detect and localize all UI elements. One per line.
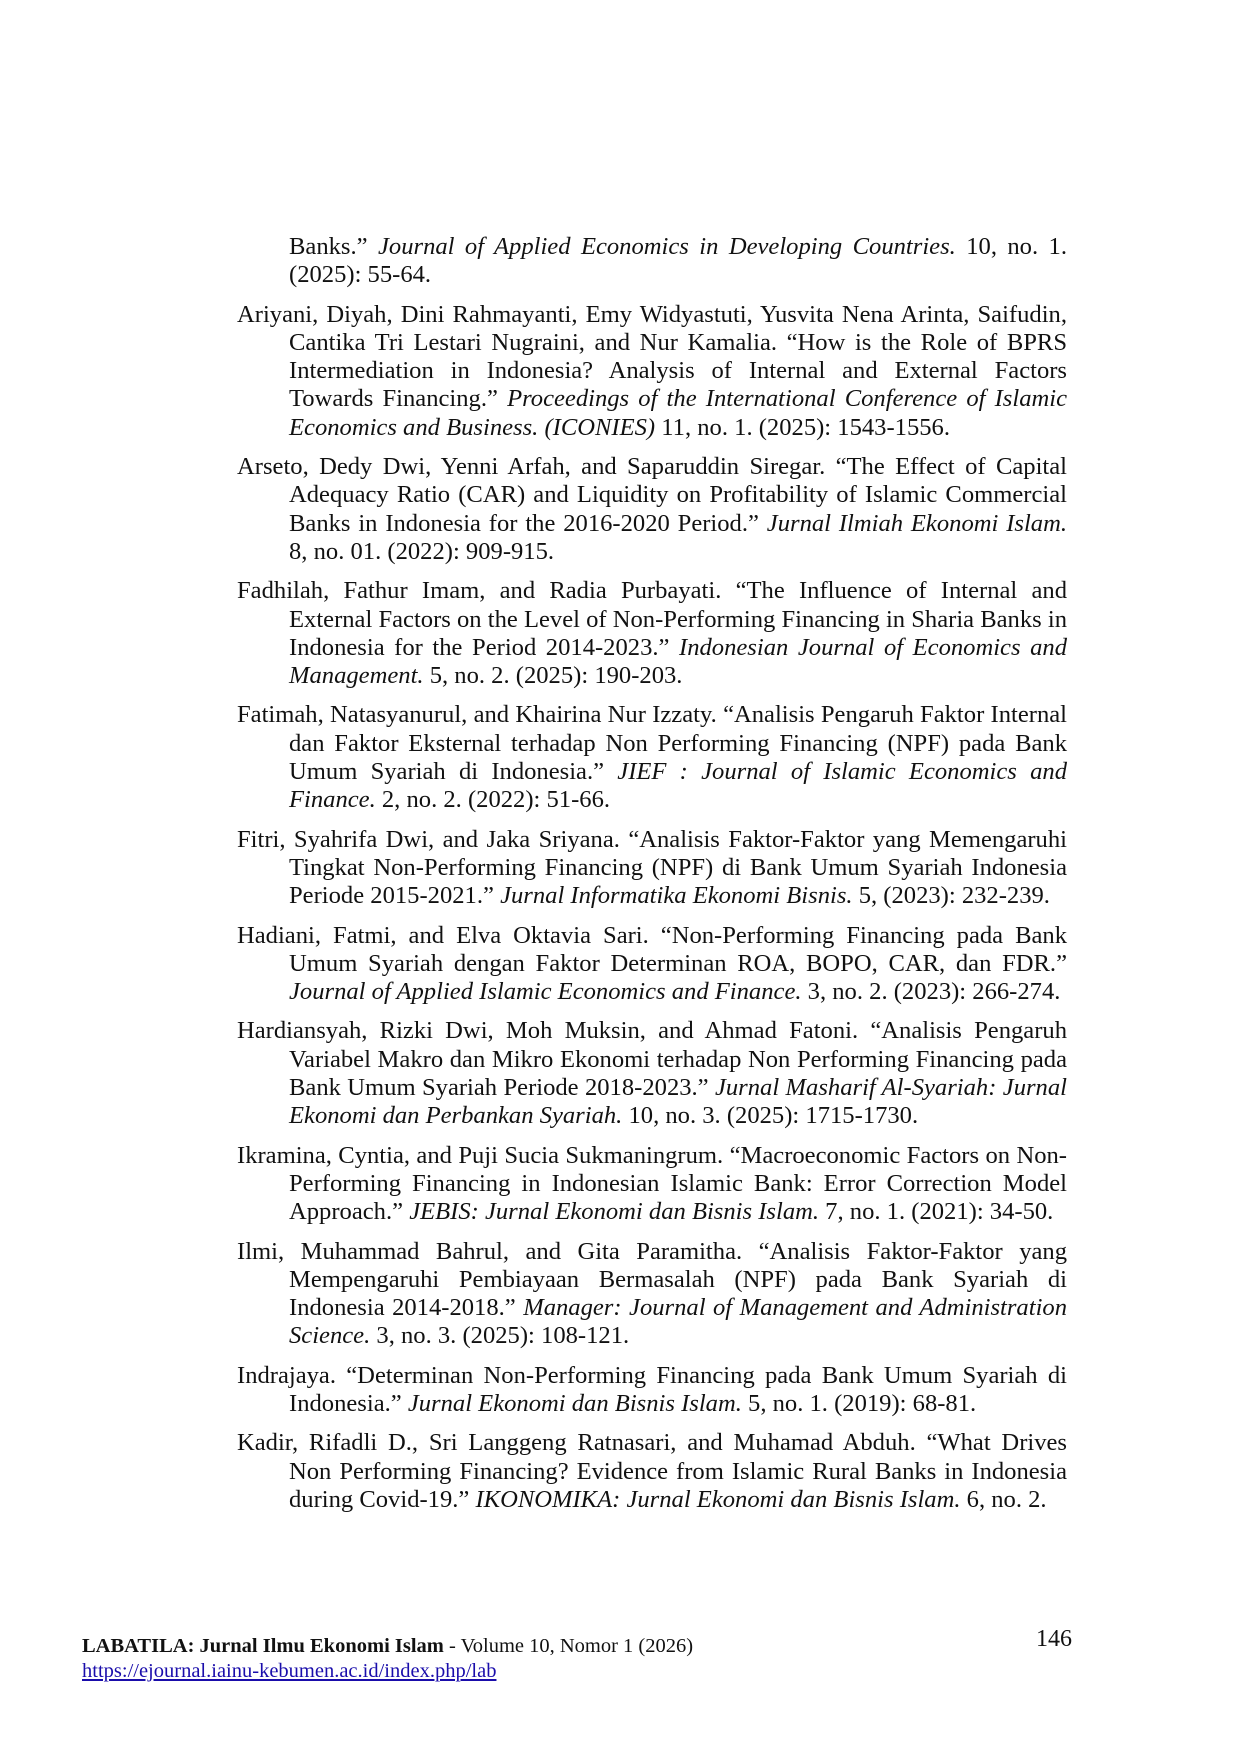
reference-details: 3, no. 2. (2023): 266-274. bbox=[801, 978, 1061, 1006]
reference-entry bbox=[237, 826, 1067, 911]
reference-text: Kadir, Rifadli D., Sri Langgeng Ratnasari, and Muhamad Abduh. “What Drives Non Performing Financing? Evidence from Islamic Rural Banks in Indonesia during Covid-19.” bbox=[237, 1429, 1067, 1513]
reference-details: 5, no. 1. (2019): 68-81. bbox=[741, 1389, 977, 1417]
reference-entry bbox=[237, 922, 1067, 1007]
reference-entry bbox=[237, 1362, 1067, 1419]
journal-title: Jurnal Informatika Ekonomi Bisnis. bbox=[500, 882, 853, 910]
reference-entry bbox=[237, 1429, 1067, 1514]
reference-entry bbox=[237, 1238, 1067, 1351]
journal-title: Indonesian Journal of Economics and Management. bbox=[289, 633, 1068, 690]
reference-text: Ikramina, Cyntia, and Puji Sucia Sukmaningrum. “Macroeconomic Factors on Non-Performing Financing in Indonesian Islamic Bank: Error Correction Model Approach.” bbox=[237, 1141, 1067, 1226]
reference-details: 2, no. 2. (2022): 51-66. bbox=[375, 786, 611, 814]
journal-title: Jurnal Ekonomi dan Bisnis Islam. bbox=[407, 1389, 742, 1417]
journal-title: Journal of Applied Islamic Economics and Finance. bbox=[289, 978, 802, 1006]
reference-details: 10, no. 1. (2025): 55-64. bbox=[289, 233, 1068, 289]
reference-text: Indrajaya. “Determinan Non-Performing Financing pada Bank Umum Syariah di Indonesia.” bbox=[237, 1361, 1067, 1417]
reference-text: Fatimah, Natasyanurul, and Khairina Nur Izzaty. “Analisis Pengaruh Faktor Internal dan Faktor Eksternal terhadap Non Performing Financing (NPF) pada Bank Umum Syariah di Indonesia.” bbox=[237, 701, 1067, 786]
footer-journal-line bbox=[82, 1634, 693, 1659]
reference-entry bbox=[237, 701, 1067, 814]
reference-details: 5, (2023): 232-239. bbox=[852, 882, 1050, 910]
reference-entry bbox=[237, 1142, 1067, 1227]
reference-text: Ariyani, Diyah, Dini Rahmayanti, Emy Widyastuti, Yusvita Nena Arinta, Saifudin, Cantika Tri Lestari Nugraini, and Nur Kamalia. “How is the Role of BPRS Intermediation in Indonesia? Analysis of Internal and External Factors Towards Financing.” bbox=[237, 300, 1067, 413]
reference-entry bbox=[237, 1017, 1067, 1130]
reference-text: Ilmi, Muhammad Bahrul, and Gita Paramitha. “Analisis Faktor-Faktor yang Mempengaruhi Pembiayaan Bermasalah (NPF) pada Bank Syariah di Indonesia 2014-2018.” bbox=[237, 1237, 1067, 1322]
reference-details: 5, no. 2. (2025): 190-203. bbox=[423, 662, 683, 690]
reference-text: Fadhilah, Fathur Imam, and Radia Purbayati. “The Influence of Internal and External Factors on the Level of Non-Performing Financing in Sharia Banks in Indonesia for the Period 2014-2023.” bbox=[237, 577, 1067, 661]
reference-details: 11, no. 1. (2025): 1543-1556. bbox=[655, 413, 950, 441]
reference-details: 6, no. 2. bbox=[960, 1485, 1047, 1513]
journal-title: JEBIS: Jurnal Ekonomi dan Bisnis Islam. bbox=[409, 1198, 820, 1226]
journal-title: Jurnal Masharif Al-Syariah: Jurnal Ekonomi dan Perbankan Syariah. bbox=[289, 1074, 1067, 1130]
reference-details: 8, no. 01. (2022): 909-915. bbox=[289, 537, 555, 565]
reference-entry bbox=[237, 577, 1067, 690]
journal-title: Manager: Journal of Management and Administration Science. bbox=[289, 1294, 1067, 1350]
reference-list bbox=[237, 233, 1067, 1525]
reference-details: 7, no. 1. (2021): 34-50. bbox=[819, 1198, 1054, 1226]
journal-title: IKONOMIKA: Jurnal Ekonomi dan Bisnis Islam. bbox=[475, 1485, 961, 1513]
page-footer bbox=[82, 1634, 693, 1684]
journal-title: Journal of Applied Economics in Developing Countries. bbox=[377, 233, 956, 260]
reference-entry-continued bbox=[237, 233, 1067, 290]
footer-journal-link[interactable]: https://ejournal.iainu-kebumen.ac.id/index.php/lab bbox=[82, 1660, 497, 1682]
reference-text: Hardiansyah, Rizki Dwi, Moh Muksin, and Ahmad Fatoni. “Analisis Pengaruh Variabel Makro dan Mikro Ekonomi terhadap Non Performing Financing pada Bank Umum Syariah Periode 2018-2023.” bbox=[237, 1017, 1067, 1102]
journal-title: Jurnal Ilmiah Ekonomi Islam. bbox=[766, 509, 1067, 537]
reference-details: 3, no. 3. (2025): 108-121. bbox=[370, 1322, 630, 1350]
journal-title: Proceedings of the International Conference of Islamic Economics and Business. (ICONIES) bbox=[289, 385, 1068, 441]
reference-entry bbox=[237, 453, 1067, 566]
reference-details: 10, no. 3. (2025): 1715-1730. bbox=[622, 1102, 919, 1130]
footer-journal-name: LABATILA: Jurnal Ilmu Ekonomi Islam bbox=[82, 1635, 444, 1657]
reference-text: Fitri, Syahrifa Dwi, and Jaka Sriyana. “Analisis Faktor-Faktor yang Memengaruhi Tingkat Non-Performing Financing (NPF) di Bank Umum Syariah Indonesia Periode 2015-2021.” bbox=[237, 825, 1067, 910]
reference-text: Hadiani, Fatmi, and Elva Oktavia Sari. “Non-Performing Financing pada Bank Umum Syariah dengan Faktor Determinan ROA, BOPO, CAR, dan FDR.” bbox=[237, 921, 1067, 977]
page-number: 146 bbox=[1036, 1626, 1072, 1652]
footer-volume: - Volume 10, Nomor 1 (2026) bbox=[443, 1635, 694, 1657]
journal-title: JIEF : Journal of Islamic Economics and Finance. bbox=[289, 758, 1067, 814]
reference-entry bbox=[237, 301, 1067, 442]
reference-text: Arseto, Dedy Dwi, Yenni Arfah, and Saparuddin Siregar. “The Effect of Capital Adequacy Ratio (CAR) and Liquidity on Profitability of Islamic Commercial Banks in Indonesia for the 2016-2020 Period.” bbox=[237, 453, 1067, 537]
reference-text: Banks.” bbox=[289, 233, 378, 260]
